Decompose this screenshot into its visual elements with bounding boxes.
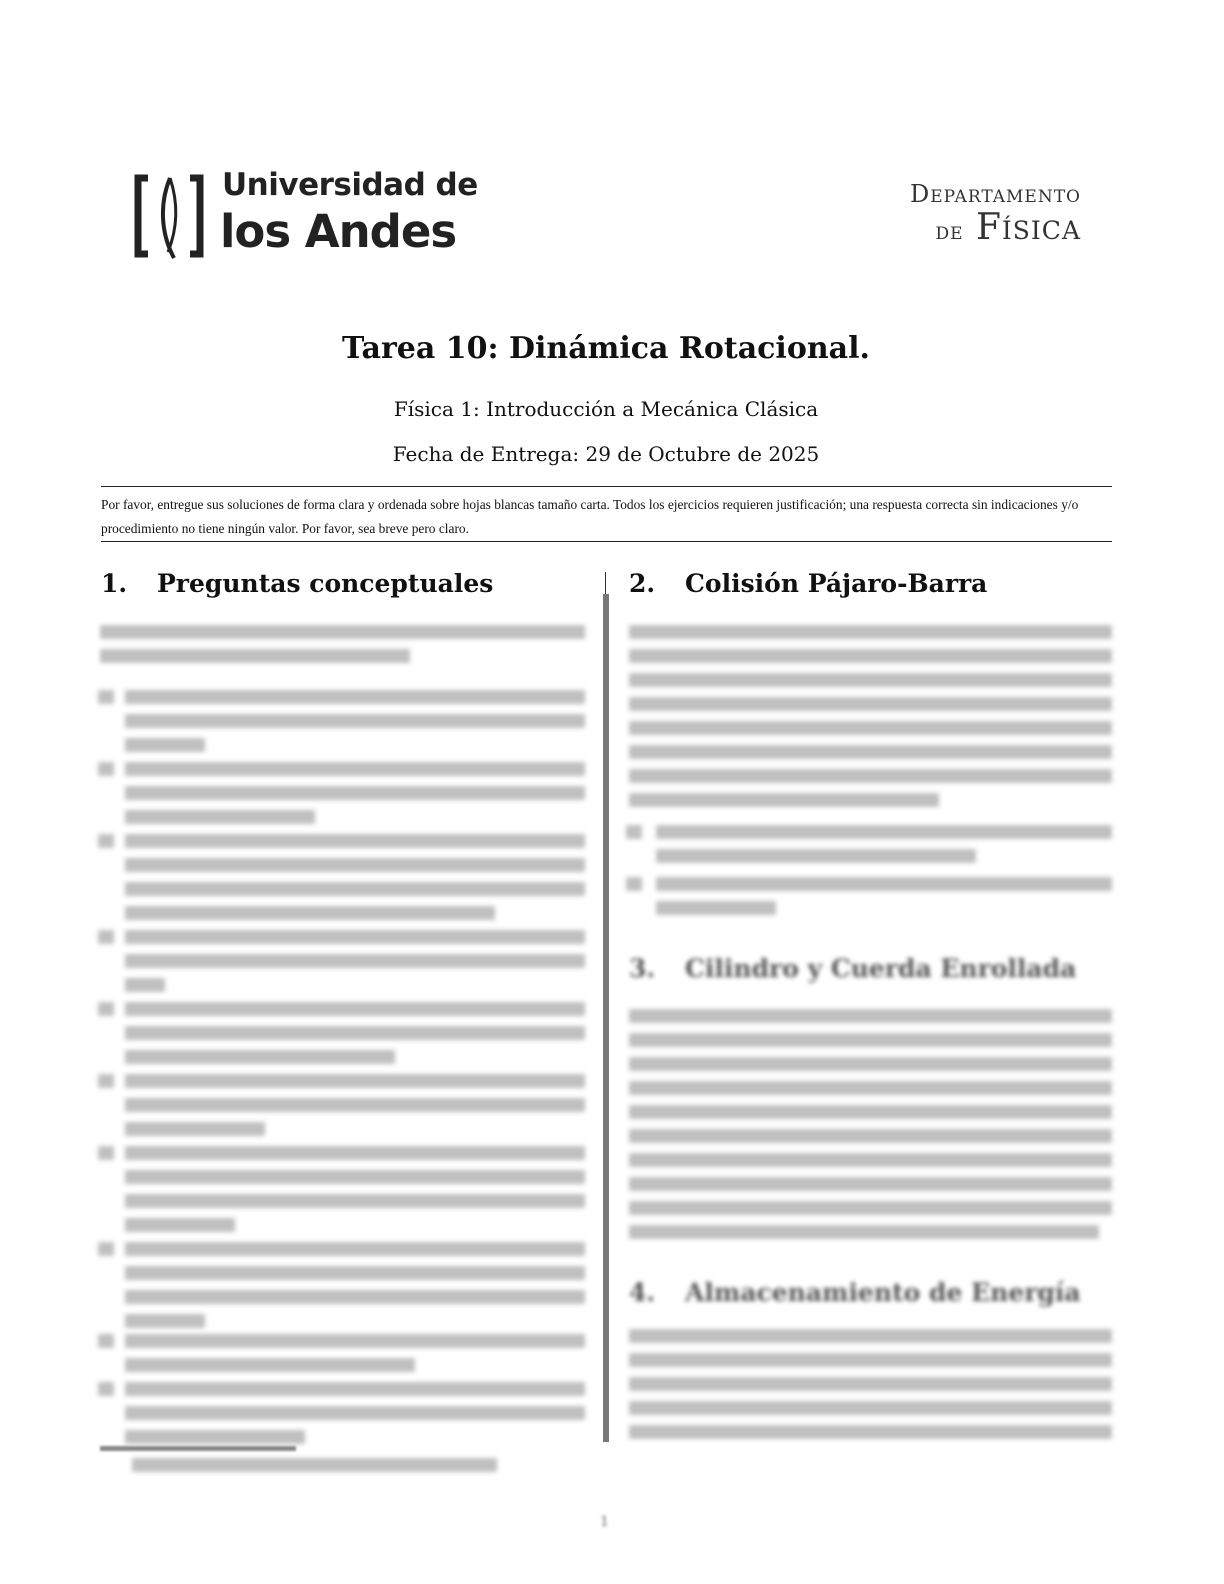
blurred-text-line	[125, 786, 585, 800]
document-title: Tarea 10: Dinámica Rotacional.	[342, 331, 870, 366]
blurred-text-line	[98, 1074, 114, 1088]
divider	[101, 541, 1112, 542]
blurred-text-line	[98, 930, 114, 944]
university-name-line2: los Andes	[220, 205, 457, 258]
blurred-text-line	[656, 877, 1112, 891]
blurred-text-line	[629, 1329, 1112, 1343]
blurred-text-line	[125, 1334, 585, 1348]
blurred-text-line	[125, 810, 315, 824]
blurred-text-line	[629, 793, 939, 807]
blurred-text-line	[125, 1074, 585, 1088]
blurred-text-line	[125, 1266, 585, 1280]
logo-emblem-icon	[134, 172, 204, 260]
blurred-text-line	[125, 738, 205, 752]
blurred-text-line	[100, 649, 410, 663]
blurred-text-line	[629, 1353, 1112, 1367]
blurred-text-line	[629, 1153, 1112, 1167]
blurred-text-line	[125, 1290, 585, 1304]
due-date: Fecha de Entrega: 29 de Octubre de 2025	[392, 442, 820, 466]
blurred-text-line	[629, 1401, 1112, 1415]
blurred-text-line	[629, 1377, 1112, 1391]
blurred-text-line	[125, 834, 585, 848]
blurred-text-line	[656, 825, 1112, 839]
blurred-text-line	[98, 1146, 114, 1160]
blurred-text-line	[626, 877, 642, 891]
blurred-text-line	[98, 1242, 114, 1256]
blurred-text-line	[629, 745, 1112, 759]
blurred-text-line	[125, 1242, 585, 1256]
blurred-text-line	[125, 930, 585, 944]
blurred-text-line	[98, 1002, 114, 1016]
blurred-text-line	[98, 762, 114, 776]
university-logo	[134, 167, 478, 264]
blurred-text-line	[98, 690, 114, 704]
column-divider	[603, 594, 609, 1442]
section-heading-2: 2. Colisión Pájaro-Barra	[629, 569, 988, 598]
blurred-text-line	[656, 849, 976, 863]
blurred-text-line	[629, 1225, 1099, 1239]
department-prefix: de	[935, 217, 964, 245]
blurred-text-line	[629, 1057, 1112, 1071]
blurred-text-line	[629, 697, 1112, 711]
blurred-text-line	[125, 714, 585, 728]
instructions: Por favor, entregue sus soluciones de forma clara y ordenada sobre hojas blancas tamaño carta. Todos los ejercicios requieren justificación; una respuesta correcta sin indicaciones y/o procedimiento no tiene ningún valor. Por favor, sea breve pero claro.	[101, 497, 1079, 536]
blurred-text-line	[125, 882, 585, 896]
department-line1: Departamento	[910, 180, 1081, 208]
blurred-text-line	[125, 906, 495, 920]
blurred-text-line	[629, 721, 1112, 735]
blurred-text-line	[629, 1105, 1112, 1119]
university-name-line1: Universidad de	[222, 167, 478, 203]
blurred-text-line	[125, 1430, 305, 1444]
blurred-text-line	[629, 1177, 1112, 1191]
blurred-text-line	[629, 769, 1112, 783]
blurred-text-line	[98, 834, 114, 848]
section-heading-1: 1. Preguntas conceptuales	[101, 569, 494, 598]
blurred-text-line	[125, 1314, 205, 1328]
blurred-text-line	[125, 762, 585, 776]
blurred-text-line	[629, 1129, 1112, 1143]
blurred-text-line	[125, 1050, 395, 1064]
blurred-text-line	[125, 1170, 585, 1184]
blurred-text-line	[629, 1081, 1112, 1095]
blurred-text-line	[125, 1406, 585, 1420]
blurred-text-line	[629, 625, 1112, 639]
blurred-text-line	[125, 1122, 265, 1136]
blurred-text-line	[98, 1382, 114, 1396]
blurred-text-line	[125, 1218, 235, 1232]
blurred-text-line	[125, 858, 585, 872]
blurred-text-line	[629, 1425, 1112, 1439]
blurred-text-line	[132, 1458, 497, 1472]
divider	[101, 486, 1112, 487]
blurred-text-line	[629, 1009, 1112, 1023]
blurred-text-line	[629, 1201, 1112, 1215]
blurred-text-line	[629, 673, 1112, 687]
column-divider	[605, 572, 606, 594]
blurred-text-line	[98, 1334, 114, 1348]
blurred-text-line	[125, 1194, 585, 1208]
blurred-text-line	[100, 625, 585, 639]
blurred-text-line	[125, 954, 585, 968]
page-number: 1	[600, 1514, 609, 1530]
blurred-text-line	[125, 690, 585, 704]
blurred-text-line	[629, 1033, 1112, 1047]
section-heading-4: 4. Almacenamiento de Energía	[629, 1278, 1081, 1307]
department-name	[910, 180, 1081, 251]
blurred-text-line	[626, 825, 642, 839]
blurred-text-line	[125, 1146, 585, 1160]
section-heading-3: 3. Cilindro y Cuerda Enrollada	[629, 954, 1077, 983]
department-line2	[910, 208, 1081, 251]
blurred-text-line	[125, 1098, 585, 1112]
blurred-text-line	[125, 1358, 415, 1372]
footnote-rule	[100, 1446, 296, 1451]
course-name: Física 1: Introducción a Mecánica Clásica	[393, 397, 819, 421]
blurred-text-line	[125, 978, 165, 992]
blurred-text-line	[656, 901, 776, 915]
blurred-text-line	[125, 1002, 585, 1016]
department-field: Física	[975, 207, 1081, 248]
blurred-text-line	[125, 1026, 585, 1040]
blurred-text-line	[629, 649, 1112, 663]
blurred-text-line	[125, 1382, 585, 1396]
